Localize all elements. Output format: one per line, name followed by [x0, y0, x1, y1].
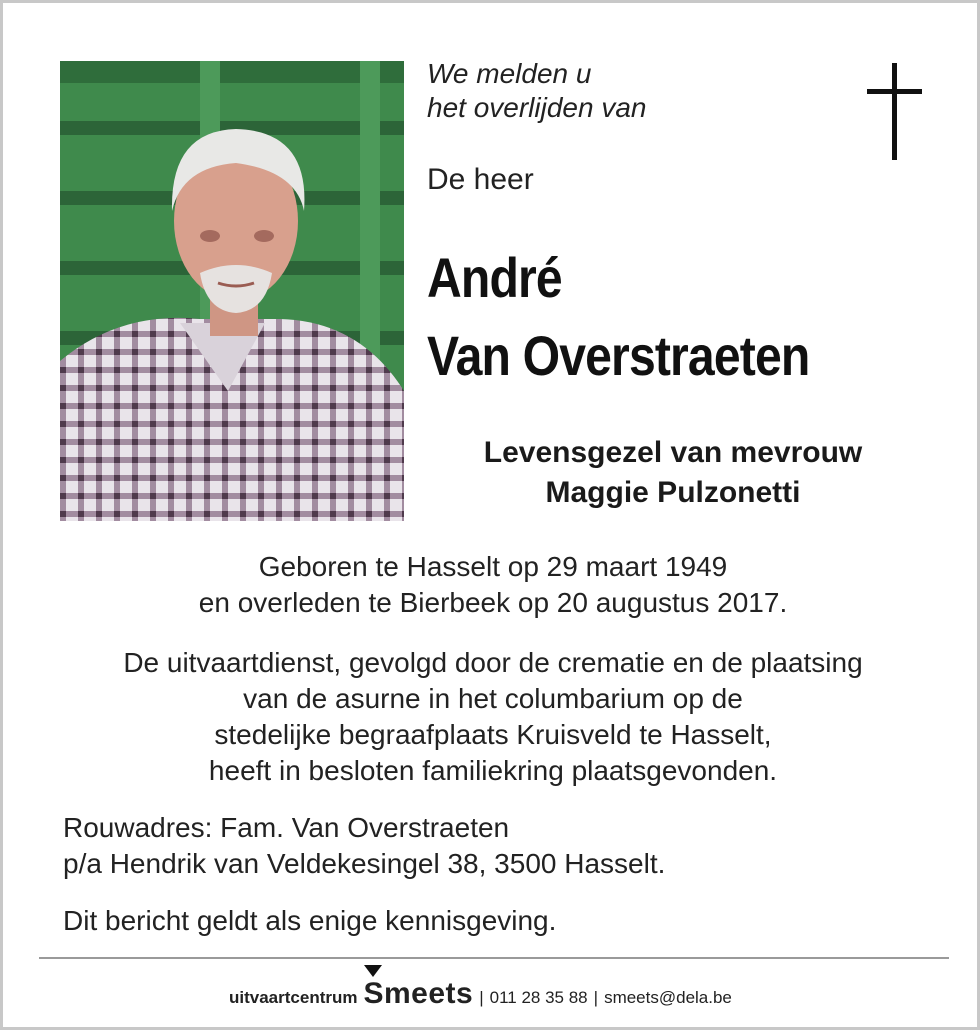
notice-line: Dit bericht geldt als enige kennisgeving. — [63, 905, 557, 936]
address-line: Rouwadres: Fam. Van Overstraeten — [63, 812, 510, 843]
intro-line: We melden u — [427, 58, 592, 89]
died-line: en overleden te Bierbeek op 20 augustus 2017. — [198, 587, 788, 618]
last-name: Van Overstraeten — [427, 324, 810, 387]
funeral-line: stedelijke begraafplaats Kruisveld te Hasselt, — [214, 719, 772, 750]
notice-text — [63, 903, 556, 939]
footer-divider — [39, 957, 949, 959]
footer-email: smeets@dela.be — [604, 988, 732, 1007]
mourning-address — [63, 810, 665, 882]
intro-line: het overlijden van — [427, 92, 647, 123]
address-line: p/a Hendrik van Veldekesingel 38, 3500 Hasselt. — [63, 848, 666, 879]
triangle-down-icon — [364, 965, 382, 977]
honorific-title: De heer — [427, 163, 534, 196]
funeral-home-footer — [229, 977, 732, 1011]
intro-text — [427, 57, 646, 125]
birth-death-info — [3, 549, 980, 621]
funeral-line: De uitvaartdienst, gevolgd door de crematie en de plaatsing — [123, 647, 863, 678]
funeral-home-name: Smeets — [363, 977, 474, 1010]
partner-line: Maggie Pulzonetti — [545, 476, 801, 509]
partner-line: Levensgezel van mevrouw — [483, 436, 863, 469]
funeral-line: van de asurne in het columbarium op de — [243, 683, 743, 714]
footer-phone: 011 28 35 88 — [489, 988, 588, 1007]
cross-icon — [865, 63, 927, 163]
funeral-line: heeft in besloten familiekring plaatsgevonden. — [208, 755, 778, 786]
footer-separator: | — [593, 988, 599, 1007]
partner-info — [423, 433, 923, 513]
funeral-info — [3, 645, 980, 789]
portrait-photo — [60, 61, 404, 521]
footer-separator: | — [479, 988, 484, 1007]
footer-prefix: uitvaartcentrum — [229, 988, 358, 1007]
deceased-name — [427, 239, 809, 395]
born-line: Geboren te Hasselt op 29 maart 1949 — [258, 551, 728, 582]
first-name: André — [427, 246, 562, 309]
